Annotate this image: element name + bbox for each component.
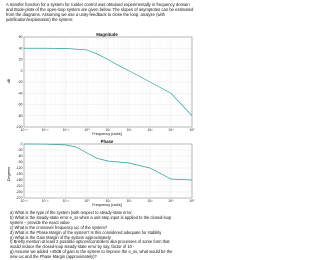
magnitude-ytick-label: 0	[20, 68, 23, 73]
magnitude-xtick-label: 10³	[147, 128, 153, 132]
magnitude-ytick-label: 60	[18, 35, 23, 40]
question-f: f) Briefly mention at least 2 possible options/controllers aka processes of some form that	[10, 239, 170, 245]
magnitude-xtick-label: 10⁰	[84, 128, 90, 132]
magnitude-ytick-label: 40	[18, 46, 23, 51]
magnitude-xtick-label: 10⁴	[168, 128, 174, 132]
phase-xtick-label: 10⁰	[84, 199, 90, 203]
question-e: e) What is the Gain Margin of the system approximately	[10, 234, 111, 240]
phase-ytick-label: -90	[17, 160, 23, 165]
magnitude-ytick-label: -20	[17, 80, 23, 85]
magnitude-plot-title: Magnitude	[96, 32, 118, 37]
phase-xtick-label: 10²	[126, 199, 132, 203]
magnitude-xlabel: Frequency [rad/s]	[92, 132, 122, 136]
problem-intro: A transfer function for a system for rudder control was obtained experimentally in frequency domain and Bode-plots of the open-loop system are given below. The slopes of asymptotes can be estimated from the diagrams. Assuming we use a unity-feedback to close the loop, analyze (with justification/explanation) the system:	[6, 2, 194, 23]
question-list	[10, 211, 196, 260]
phase-plot-title: Phase	[100, 139, 114, 144]
magnitude-xtick-label: 10⁻³	[20, 128, 28, 132]
question-c: c) What is the crossover frequency ωc of the system?	[10, 224, 108, 230]
phase-ytick-label: -180	[15, 178, 23, 183]
phase-xtick-label: 10⁻¹	[62, 199, 70, 203]
magnitude-xtick-label: 10²	[126, 128, 132, 132]
magnitude-ytick-label: 20	[18, 57, 23, 62]
phase-ytick-label: 0	[20, 142, 23, 147]
magnitude-xtick-label: 10⁻¹	[62, 128, 70, 132]
magnitude-ytick-label: -100	[15, 125, 23, 130]
question-a: a) What is the type of the system (with respect to steady-state error.	[10, 210, 133, 215]
phase-ytick-label: -60	[17, 154, 23, 159]
phase-ytick-label: -30	[17, 148, 23, 153]
phase-xlabel: Frequency [rad/s]	[92, 203, 122, 207]
phase-ytick-label: -270	[15, 196, 23, 201]
phase-xtick-label: 10⁻³	[20, 199, 28, 203]
magnitude-xtick-label: 10⁵	[189, 128, 195, 132]
question-b: b) What is the steady-state error e_ss when a unit-step input is applied to the closed-loop	[10, 214, 172, 220]
phase-xtick-label: 10⁻²	[41, 199, 49, 203]
question-g-cont: new ωc and the Phase Margin (approximately)?	[10, 254, 97, 260]
phase-xtick-label: 10⁵	[189, 199, 195, 203]
magnitude-ylabel: dB	[7, 78, 11, 84]
phase-xtick-label: 10¹	[105, 199, 111, 203]
question-f-cont: would reduce the closed-loop steady-state error by say, factor of 10 -	[10, 244, 135, 250]
phase-ylabel: Degrees	[7, 166, 11, 182]
question-d: d) What is the Phase Margin of the system? Is this considered adequate for stability	[10, 229, 162, 235]
phase-ytick-label: -210	[15, 184, 23, 189]
magnitude-xtick-label: 10⁻²	[41, 128, 49, 132]
question-g: g) Assume we added +40dB of gain to the system to improve the e_ss, what would be the	[10, 249, 173, 255]
magnitude-ytick-label: -80	[17, 113, 23, 118]
phase-ytick-label: -240	[15, 190, 23, 195]
phase-xtick-label: 10³	[147, 199, 153, 203]
magnitude-xtick-label: 10¹	[105, 128, 111, 132]
question-b-cont: system – provide the exact value	[10, 219, 70, 225]
phase-ytick-label: -150	[15, 172, 23, 177]
magnitude-ytick-label: -60	[17, 102, 23, 107]
phase-ytick-label: -120	[15, 166, 23, 171]
magnitude-ytick-label: -40	[17, 91, 23, 96]
phase-xtick-label: 10⁴	[168, 199, 174, 203]
